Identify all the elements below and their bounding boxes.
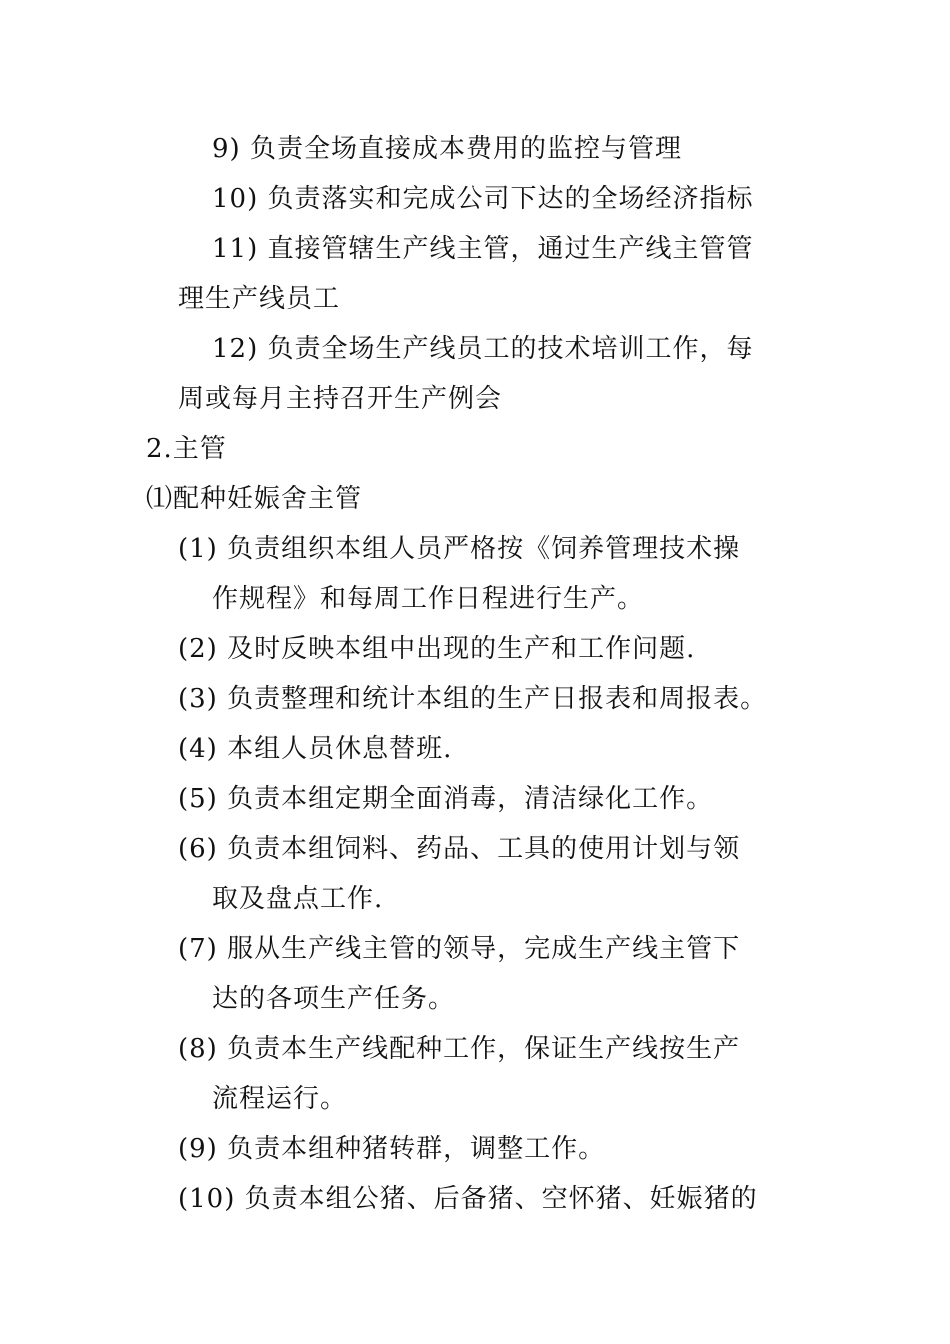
list-item-10: 10) 负责落实和完成公司下达的全场经济指标 (212, 184, 754, 214)
duty-item-2: (2) 及时反映本组中出现的生产和工作问题. (178, 634, 696, 664)
duty-item-5: (5) 负责本组定期全面消毒，清洁绿化工作。 (178, 784, 714, 814)
duty-item-6-continued: 取及盘点工作. (212, 884, 384, 914)
duty-item-1-continued: 作规程》和每周工作日程进行生产。 (212, 584, 645, 614)
list-item-12: 12) 负责全场生产线员工的技术培训工作，每 (212, 334, 754, 364)
duty-item-4: (4) 本组人员休息替班. (178, 734, 453, 764)
duty-item-1: (1) 负责组织本组人员严格按《饲养管理技术操 (178, 534, 741, 564)
list-item-11: 11) 直接管辖生产线主管，通过生产线主管管 (212, 234, 754, 264)
duty-item-8: (8) 负责本生产线配种工作，保证生产线按生产 (178, 1034, 741, 1064)
duty-item-3: (3) 负责整理和统计本组的生产日报表和周报表。 (178, 684, 768, 714)
duty-item-10: (10) 负责本组公猪、后备猪、空怀猪、妊娠猪的 (178, 1184, 758, 1214)
section-heading: 2.主管 (146, 434, 227, 464)
duty-item-9: (9) 负责本组种猪转群，调整工作。 (178, 1134, 606, 1164)
duty-item-8-continued: 流程运行。 (212, 1084, 348, 1114)
duty-item-7: (7) 服从生产线主管的领导，完成生产线主管下 (178, 934, 741, 964)
duty-item-6: (6) 负责本组饲料、药品、工具的使用计划与领 (178, 834, 741, 864)
list-item-9: 9) 负责全场直接成本费用的监控与管理 (212, 134, 682, 164)
list-item-12-continued: 周或每月主持召开生产例会 (178, 384, 503, 414)
list-item-11-continued: 理生产线员工 (178, 284, 341, 314)
subsection-heading: ⑴配种妊娠舍主管 (146, 484, 363, 514)
duty-item-7-continued: 达的各项生产任务。 (212, 984, 456, 1014)
